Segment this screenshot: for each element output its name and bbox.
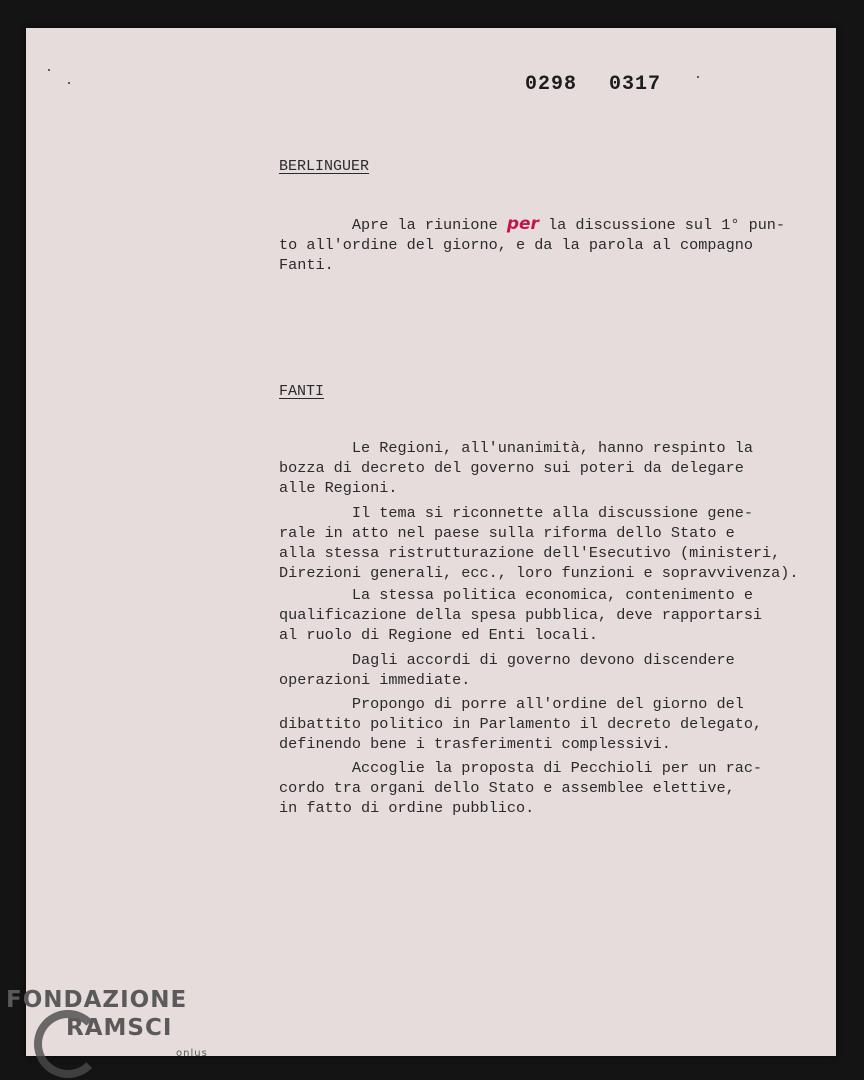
speaker-heading: BERLINGUER <box>279 158 370 175</box>
doc-number-2: 0317 <box>609 73 662 96</box>
paragraph: Il tema si riconnette alla discussione gene- rale in atto nel paese sulla riforma dello Stato e alla stessa ristrutturazione dell'Esecutivo (ministeri, Direzioni generali, ecc., loro funzioni e sopravvivenza). <box>279 504 799 582</box>
handwritten-correction: per <box>506 214 539 234</box>
watermark-logo <box>6 986 208 1059</box>
watermark-line-3: onlus <box>176 1048 208 1059</box>
speaker-heading: FANTI <box>279 383 325 400</box>
doc-number-1: 0298 <box>525 73 578 96</box>
document-number <box>525 73 693 96</box>
paper-speck <box>697 76 699 78</box>
paragraph: Dagli accordi di governo devono discendere operazioni immediate. <box>279 651 735 689</box>
watermark-line-1: FONDAZIONE <box>6 987 188 1013</box>
paragraph: La stessa politica economica, contenimento e qualificazione della spesa pubblica, deve rapportarsi al ruolo di Regione ed Enti locali. <box>279 586 763 644</box>
paragraph: Accoglie la proposta di Pecchioli per un rac- cordo tra organi dello Stato e assemblee elettive, in fatto di ordine pubblico. <box>279 759 763 817</box>
watermark-line-2: RAMSCI <box>66 1015 173 1041</box>
paragraph <box>279 214 785 275</box>
paper-speck <box>68 82 70 84</box>
paragraph-text: la discussione sul 1° pun- to all'ordine del giorno, e da la parola al compagno Fanti. <box>279 216 786 274</box>
paragraph-text: Apre la riunione <box>279 216 507 234</box>
paragraph: Le Regioni, all'unanimità, hanno respinto la bozza di decreto del governo sui poteri da delegare alle Regioni. <box>279 439 753 497</box>
paragraph: Propongo di porre all'ordine del giorno del dibattito politico in Parlamento il decreto delegato, definendo bene i trasferimenti complessivi. <box>279 695 763 753</box>
paper-speck <box>48 69 50 71</box>
